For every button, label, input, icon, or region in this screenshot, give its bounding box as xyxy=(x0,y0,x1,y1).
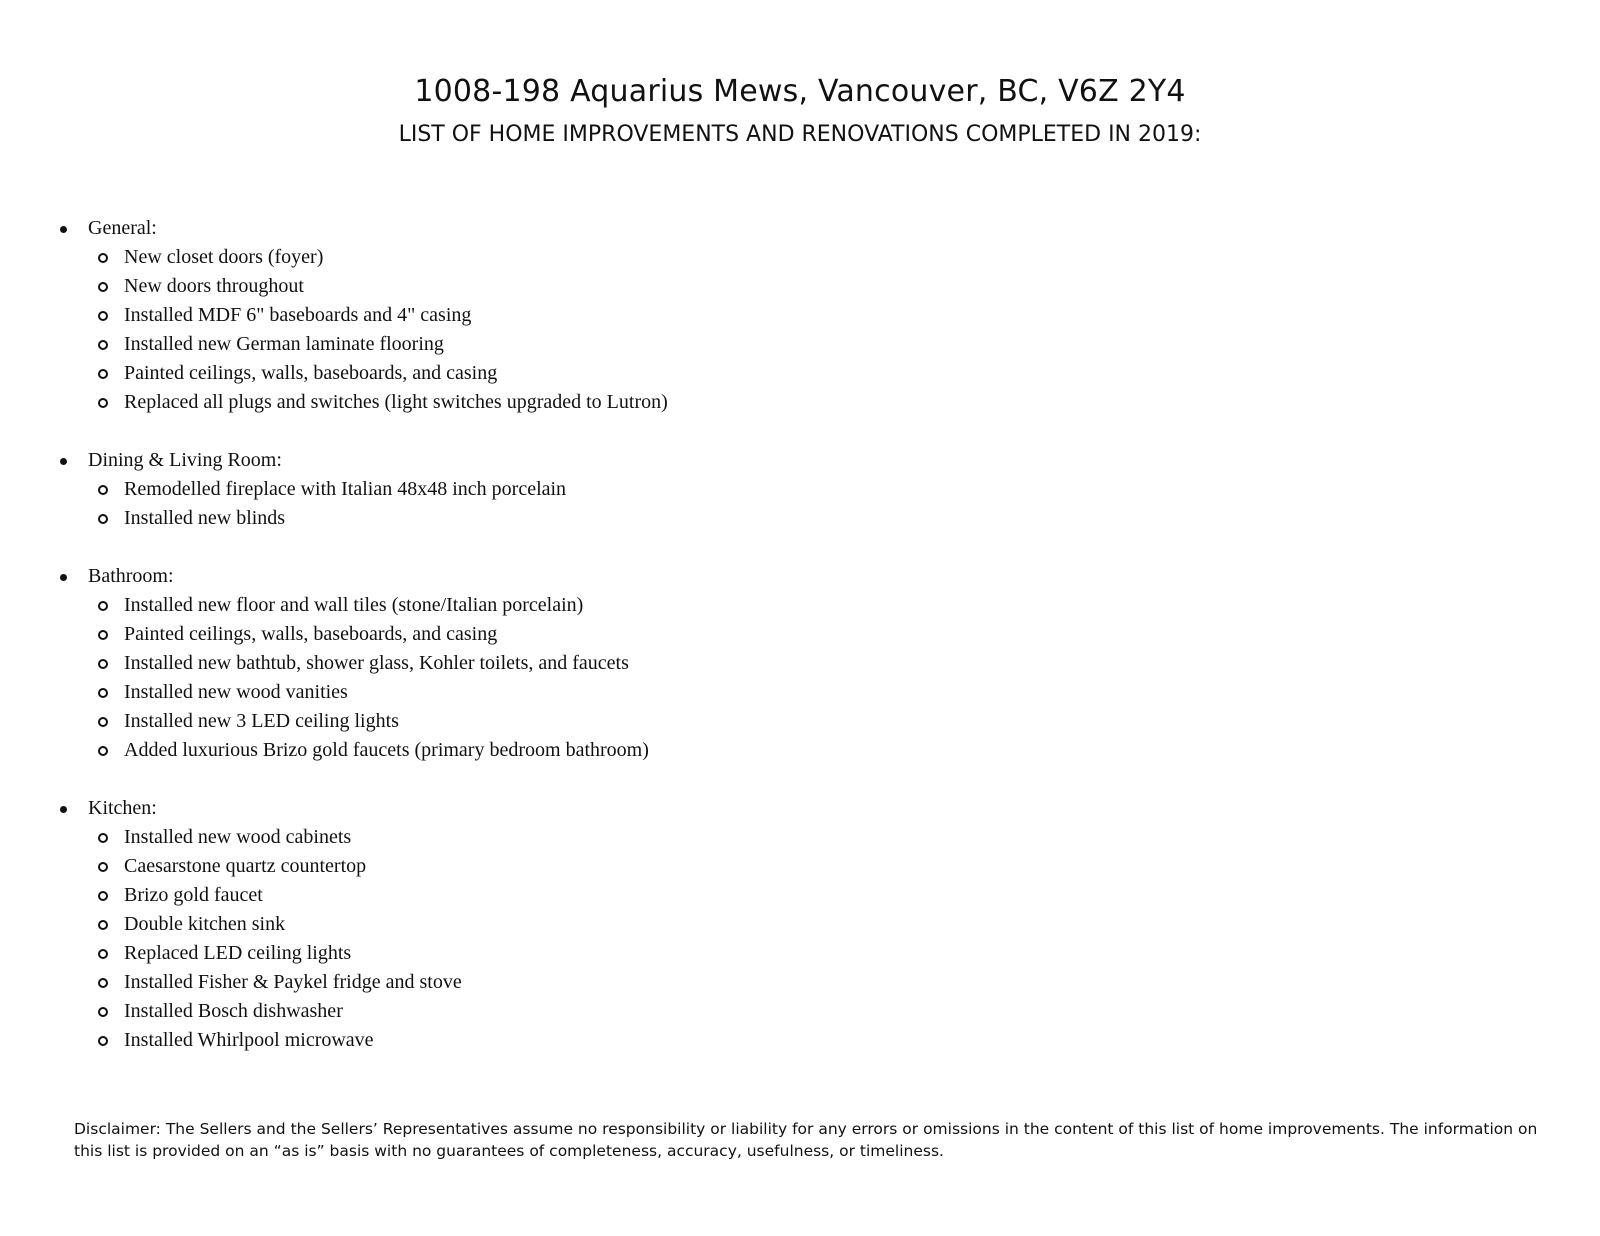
list-item xyxy=(60,272,1460,301)
section-items xyxy=(60,243,1460,417)
bullet-circle-icon xyxy=(98,862,108,872)
section-items xyxy=(60,591,1460,765)
list-item xyxy=(60,852,1460,881)
bullet-circle-icon xyxy=(98,833,108,843)
bullet-circle-icon xyxy=(98,630,108,640)
list-item xyxy=(60,591,1460,620)
bullet-circle-icon xyxy=(98,398,108,408)
list-item-label: New closet doors (foyer) xyxy=(124,246,324,268)
improvements-list xyxy=(60,214,1460,1084)
list-item xyxy=(60,997,1460,1026)
bullet-circle-icon xyxy=(98,717,108,727)
bullet-circle-icon xyxy=(98,253,108,263)
list-item xyxy=(60,678,1460,707)
bullet-circle-icon xyxy=(98,659,108,669)
list-item-label: Installed new German laminate flooring xyxy=(124,333,444,355)
bullet-circle-icon xyxy=(98,601,108,611)
section-dining-living-room xyxy=(60,446,1460,533)
list-item xyxy=(60,823,1460,852)
list-item-label: Installed Fisher & Paykel fridge and stove xyxy=(124,971,462,993)
bullet-dot-icon xyxy=(60,806,67,813)
bullet-circle-icon xyxy=(98,311,108,321)
list-item-label: Installed MDF 6" baseboards and 4" casing xyxy=(124,304,472,326)
section-items xyxy=(60,475,1460,533)
bullet-circle-icon xyxy=(98,514,108,524)
section-kitchen xyxy=(60,794,1460,1055)
bullet-dot-icon xyxy=(60,574,67,581)
list-item xyxy=(60,910,1460,939)
list-item xyxy=(60,301,1460,330)
section-heading xyxy=(60,562,1460,591)
list-item-label: Painted ceilings, walls, baseboards, and casing xyxy=(124,362,498,384)
bullet-circle-icon xyxy=(98,746,108,756)
bullet-circle-icon xyxy=(98,1036,108,1046)
list-item-label: Installed Bosch dishwasher xyxy=(124,1000,343,1022)
section-heading-label: General: xyxy=(88,217,157,239)
list-item xyxy=(60,736,1460,765)
bullet-circle-icon xyxy=(98,978,108,988)
list-item xyxy=(60,649,1460,678)
document-subtitle: LIST OF HOME IMPROVEMENTS AND RENOVATIONS COMPLETED IN 2019: xyxy=(398,122,1202,147)
list-item-label: Installed new blinds xyxy=(124,507,286,529)
bullet-circle-icon xyxy=(98,891,108,901)
list-item xyxy=(60,707,1460,736)
bullet-circle-icon xyxy=(98,949,108,959)
list-item-label: Replaced LED ceiling lights xyxy=(124,942,352,964)
list-item-label: Painted ceilings, walls, baseboards, and casing xyxy=(124,623,498,645)
bullet-circle-icon xyxy=(98,340,108,350)
list-item-label: Remodelled fireplace with Italian 48x48 inch porcelain xyxy=(124,478,567,500)
section-heading xyxy=(60,794,1460,823)
list-item-label: Installed new 3 LED ceiling lights xyxy=(124,710,399,732)
list-item xyxy=(60,968,1460,997)
section-general xyxy=(60,214,1460,417)
section-heading-label: Bathroom: xyxy=(88,565,174,587)
list-item-label: Installed new wood vanities xyxy=(124,681,348,703)
list-item xyxy=(60,359,1460,388)
section-heading xyxy=(60,214,1460,243)
section-items xyxy=(60,823,1460,1055)
list-item-label: Installed new floor and wall tiles (stone/Italian porcelain) xyxy=(124,594,584,616)
list-item xyxy=(60,388,1460,417)
list-item-label: New doors throughout xyxy=(124,275,304,297)
list-item xyxy=(60,881,1460,910)
section-bathroom xyxy=(60,562,1460,765)
bullet-dot-icon xyxy=(60,226,67,233)
list-item-label: Installed new bathtub, shower glass, Kohler toilets, and faucets xyxy=(124,652,629,674)
section-heading xyxy=(60,446,1460,475)
bullet-circle-icon xyxy=(98,485,108,495)
bullet-circle-icon xyxy=(98,282,108,292)
section-heading-label: Dining & Living Room: xyxy=(88,449,282,471)
list-item xyxy=(60,475,1460,504)
bullet-circle-icon xyxy=(98,1007,108,1017)
list-item-label: Replaced all plugs and switches (light switches upgraded to Lutron) xyxy=(124,391,668,413)
list-item-label: Brizo gold faucet xyxy=(124,884,263,906)
list-item-label: Installed Whirlpool microwave xyxy=(124,1029,374,1051)
document-title: 1008-198 Aquarius Mews, Vancouver, BC, V6Z 2Y4 xyxy=(414,74,1186,109)
list-item-label: Caesarstone quartz countertop xyxy=(124,855,367,877)
bullet-dot-icon xyxy=(60,458,67,465)
bullet-circle-icon xyxy=(98,920,108,930)
list-item xyxy=(60,330,1460,359)
list-item-label: Added luxurious Brizo gold faucets (primary bedroom bathroom) xyxy=(124,739,649,761)
list-item xyxy=(60,620,1460,649)
bullet-circle-icon xyxy=(98,369,108,379)
list-item xyxy=(60,504,1460,533)
bullet-circle-icon xyxy=(98,688,108,698)
list-item xyxy=(60,243,1460,272)
section-heading-label: Kitchen: xyxy=(88,797,157,819)
list-item-label: Installed new wood cabinets xyxy=(124,826,352,848)
disclaimer-text: Disclaimer: The Sellers and the Sellers’ Representatives assume no responsibility or liability for any errors or omissions in the content of this list of home improvements. The information on this list is provided on an “as is” basis with no guarantees of completeness, accuracy, usefulness, or timeliness. xyxy=(74,1120,1538,1160)
list-item-label: Double kitchen sink xyxy=(124,913,286,935)
list-item xyxy=(60,1026,1460,1055)
list-item xyxy=(60,939,1460,968)
